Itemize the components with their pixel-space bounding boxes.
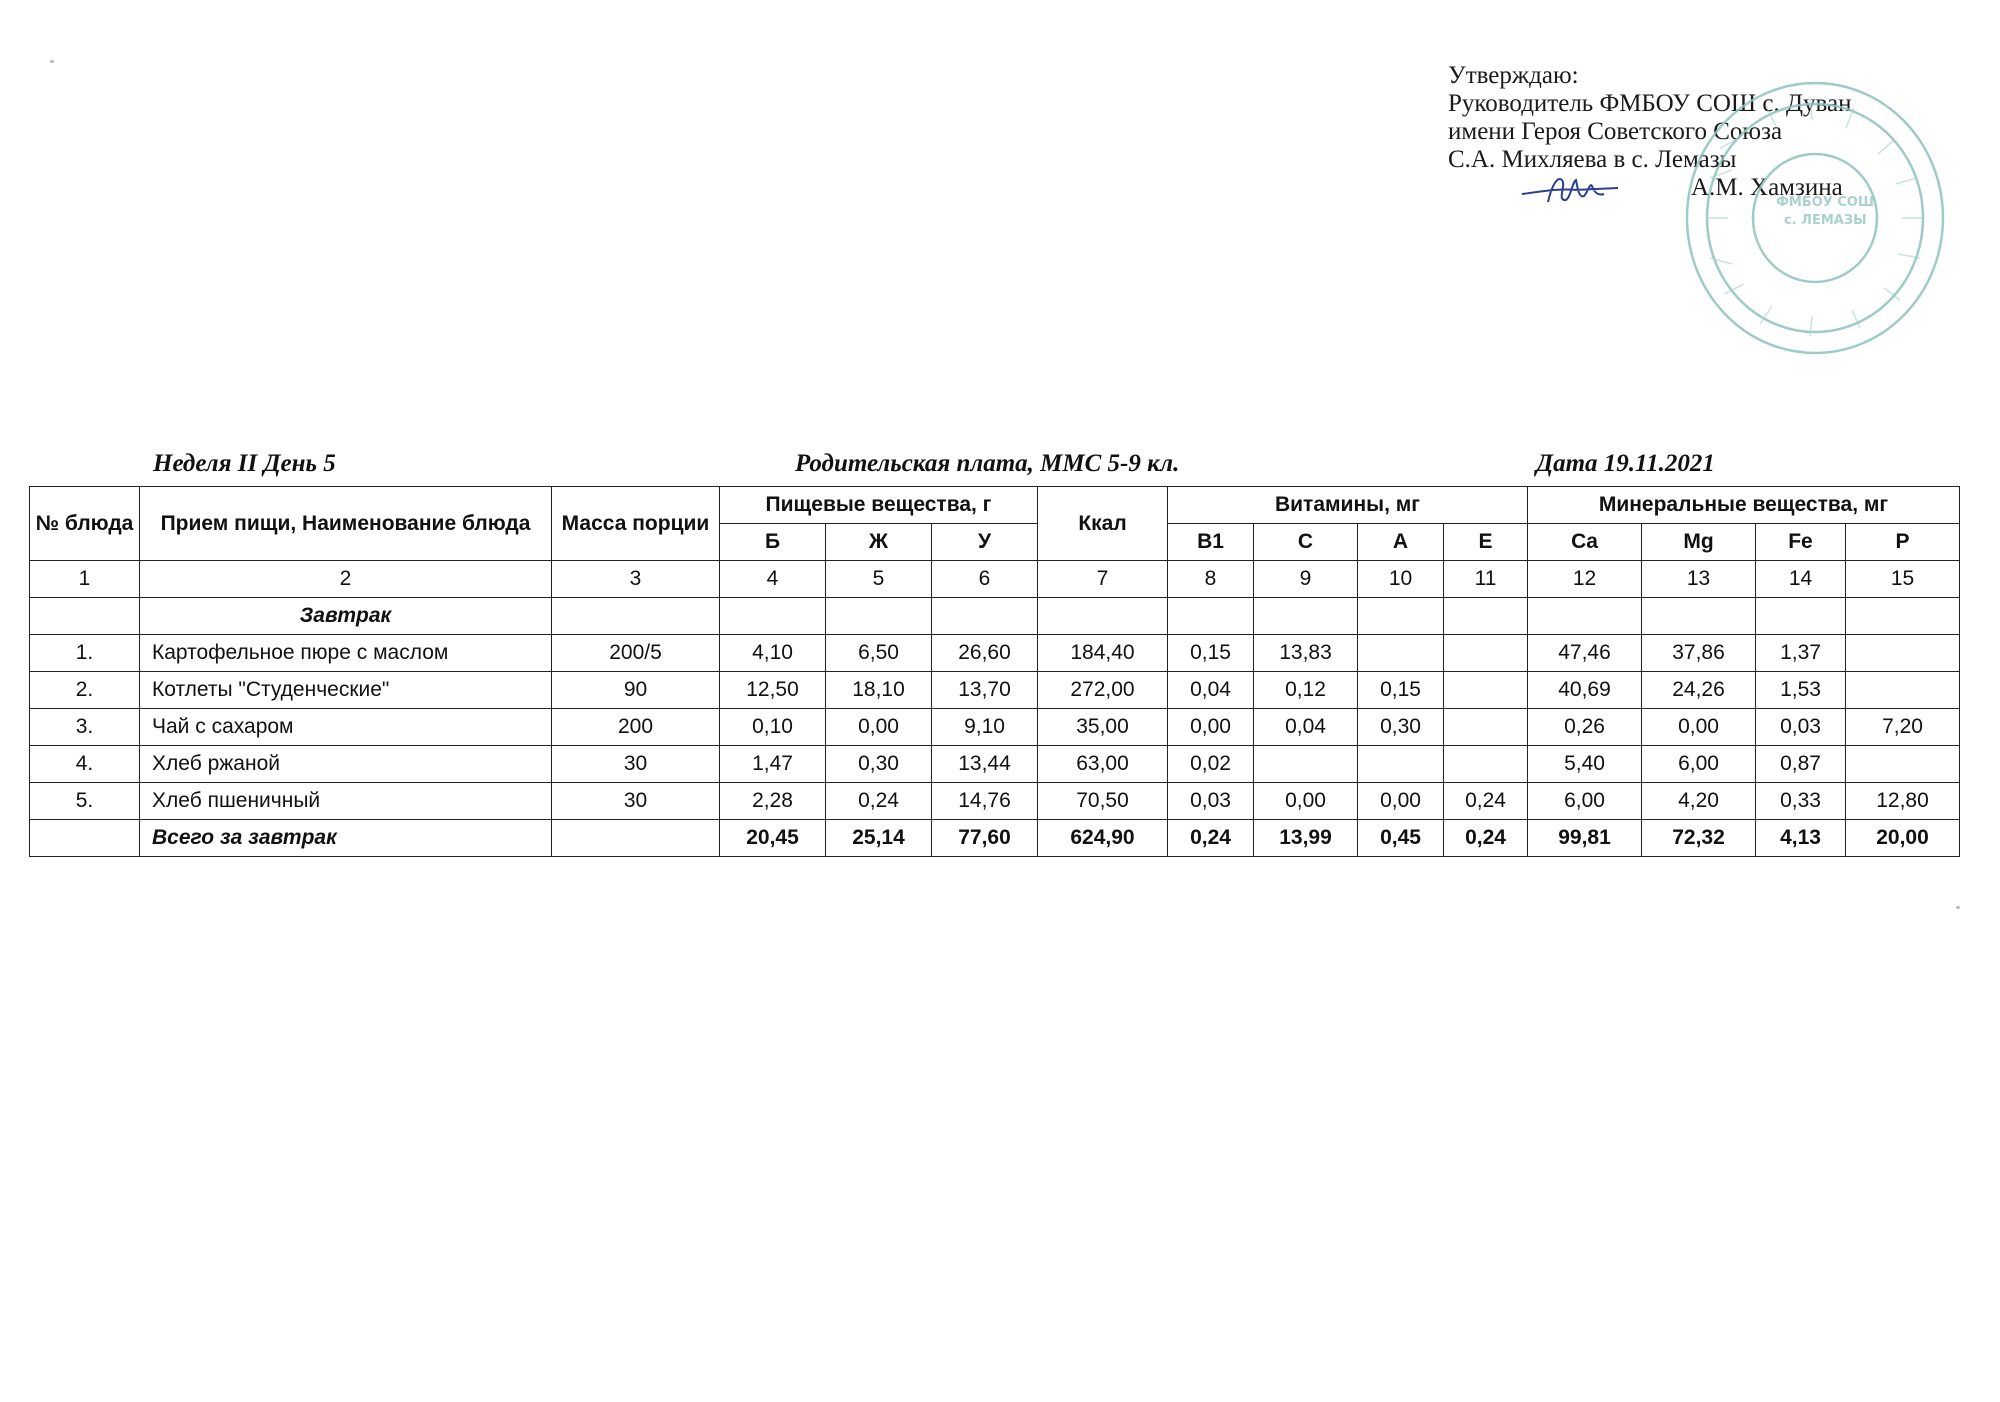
- dish-value: 0,00: [1358, 783, 1444, 820]
- col-header-sub: P: [1846, 524, 1960, 561]
- dish-value: 9,10: [932, 709, 1038, 746]
- dish-value: 0,33: [1756, 783, 1846, 820]
- dish-value: [1444, 672, 1528, 709]
- dish-mass: 90: [552, 672, 720, 709]
- scan-speck: [50, 60, 54, 63]
- dish-value: 0,00: [1642, 709, 1756, 746]
- total-value: 25,14: [826, 820, 932, 857]
- scan-speck: [1956, 906, 1960, 909]
- col-header-nutrients: Пищевые вещества, г: [720, 487, 1038, 524]
- table-row: [30, 709, 1960, 746]
- approval-line: имени Героя Советского Союза: [1448, 118, 1783, 145]
- total-value: 0,24: [1168, 820, 1254, 857]
- total-label: Всего за завтрак: [140, 820, 552, 857]
- approval-line: С.А. Михляева в с. Лемазы: [1448, 146, 1737, 173]
- column-number: 10: [1358, 561, 1444, 598]
- dish-value: 14,76: [932, 783, 1038, 820]
- dish-value: 40,69: [1528, 672, 1642, 709]
- dish-number: 5.: [30, 783, 140, 820]
- menu-table: [29, 486, 1960, 857]
- dish-value: 6,00: [1528, 783, 1642, 820]
- col-header-sub: Е: [1444, 524, 1528, 561]
- dish-value: 0,15: [1358, 672, 1444, 709]
- dish-value: 184,40: [1038, 635, 1168, 672]
- dish-name: Хлеб ржаной: [140, 746, 552, 783]
- total-value: 13,99: [1254, 820, 1358, 857]
- dish-value: 5,40: [1528, 746, 1642, 783]
- dish-value: 7,20: [1846, 709, 1960, 746]
- dish-value: 0,12: [1254, 672, 1358, 709]
- dish-value: 70,50: [1038, 783, 1168, 820]
- total-value: 0,24: [1444, 820, 1528, 857]
- dish-value: 0,04: [1254, 709, 1358, 746]
- dish-value: 0,26: [1528, 709, 1642, 746]
- signer-name: А.М. Хамзина: [1691, 174, 1843, 201]
- dish-rows: [30, 635, 1960, 820]
- dish-value: 35,00: [1038, 709, 1168, 746]
- dish-value: [1444, 746, 1528, 783]
- dish-value: 6,00: [1642, 746, 1756, 783]
- dish-value: 18,10: [826, 672, 932, 709]
- svg-text:ФМБОУ СОШ: ФМБОУ СОШ: [1776, 195, 1874, 210]
- table-row: [30, 672, 1960, 709]
- dish-value: 0,87: [1756, 746, 1846, 783]
- total-row: [30, 820, 1960, 857]
- col-header-sub: Fe: [1756, 524, 1846, 561]
- dish-number: 3.: [30, 709, 140, 746]
- dish-number: 2.: [30, 672, 140, 709]
- table-row: [30, 746, 1960, 783]
- col-header-vitamins: Витамины, мг: [1168, 487, 1528, 524]
- total-value: 77,60: [932, 820, 1038, 857]
- dish-value: 0,00: [1168, 709, 1254, 746]
- dish-value: 4,10: [720, 635, 826, 672]
- dish-value: [1358, 635, 1444, 672]
- column-number: 4: [720, 561, 826, 598]
- col-header-sub: Ж: [826, 524, 932, 561]
- col-header-sub: Mg: [1642, 524, 1756, 561]
- dish-value: 12,50: [720, 672, 826, 709]
- dish-value: 37,86: [1642, 635, 1756, 672]
- column-number: 9: [1254, 561, 1358, 598]
- week-day-label: Неделя II День 5: [153, 450, 336, 477]
- dish-value: 12,80: [1846, 783, 1960, 820]
- dish-name: Котлеты "Студенческие": [140, 672, 552, 709]
- total-value: 72,32: [1642, 820, 1756, 857]
- approval-line: Руководитель ФМБОУ СОШ с. Дуван: [1448, 90, 1852, 117]
- column-number: 8: [1168, 561, 1254, 598]
- column-number: 3: [552, 561, 720, 598]
- dish-value: 1,53: [1756, 672, 1846, 709]
- dish-number: 4.: [30, 746, 140, 783]
- total-value: 99,81: [1528, 820, 1642, 857]
- table-row: [30, 783, 1960, 820]
- table-row: [30, 635, 1960, 672]
- dish-value: 0,00: [1254, 783, 1358, 820]
- dish-value: 0,15: [1168, 635, 1254, 672]
- column-number: 6: [932, 561, 1038, 598]
- signature-icon: [1518, 172, 1638, 206]
- dish-value: 6,50: [826, 635, 932, 672]
- dish-mass: 200/5: [552, 635, 720, 672]
- column-number: 5: [826, 561, 932, 598]
- column-number: 1: [30, 561, 140, 598]
- dish-value: 13,83: [1254, 635, 1358, 672]
- total-value: 20,00: [1846, 820, 1960, 857]
- col-header-sub: С: [1254, 524, 1358, 561]
- dish-value: 47,46: [1528, 635, 1642, 672]
- col-header-mass: Масса порции: [552, 487, 720, 561]
- dish-name: Картофельное пюре с маслом: [140, 635, 552, 672]
- dish-value: [1444, 635, 1528, 672]
- dish-value: [1358, 746, 1444, 783]
- dish-value: 272,00: [1038, 672, 1168, 709]
- section-label: Завтрак: [140, 598, 552, 635]
- dish-value: 0,30: [826, 746, 932, 783]
- stamp-seal-icon: [1680, 78, 1950, 358]
- total-value: 4,13: [1756, 820, 1846, 857]
- column-number: 14: [1756, 561, 1846, 598]
- column-number-row: [30, 561, 1960, 598]
- total-value: 624,90: [1038, 820, 1168, 857]
- column-number: 13: [1642, 561, 1756, 598]
- column-number: 7: [1038, 561, 1168, 598]
- dish-value: 0,00: [826, 709, 932, 746]
- dish-value: 63,00: [1038, 746, 1168, 783]
- document-title: Родительская плата, ММС 5-9 кл.: [795, 450, 1180, 477]
- total-mass: [552, 820, 720, 857]
- dish-mass: 30: [552, 746, 720, 783]
- col-header-sub: Б: [720, 524, 826, 561]
- dish-value: 1,37: [1756, 635, 1846, 672]
- dish-value: [1846, 746, 1960, 783]
- dish-value: 0,24: [1444, 783, 1528, 820]
- dish-value: 26,60: [932, 635, 1038, 672]
- dish-value: 4,20: [1642, 783, 1756, 820]
- col-header-sub: Ca: [1528, 524, 1642, 561]
- dish-value: [1444, 709, 1528, 746]
- dish-name: Чай с сахаром: [140, 709, 552, 746]
- dish-value: 24,26: [1642, 672, 1756, 709]
- dish-value: 0,30: [1358, 709, 1444, 746]
- dish-value: 0,04: [1168, 672, 1254, 709]
- column-number: 11: [1444, 561, 1528, 598]
- col-header-sub: У: [932, 524, 1038, 561]
- dish-value: [1846, 672, 1960, 709]
- col-header-kcal: Ккал: [1038, 487, 1168, 561]
- col-header-name: Прием пищи, Наименование блюда: [140, 487, 552, 561]
- dish-mass: 200: [552, 709, 720, 746]
- column-number: 15: [1846, 561, 1960, 598]
- header-row: [30, 487, 1960, 524]
- svg-text:с. ЛЕМАЗЫ: с. ЛЕМАЗЫ: [1784, 213, 1867, 228]
- dish-value: 0,24: [826, 783, 932, 820]
- dish-value: 1,47: [720, 746, 826, 783]
- col-header-sub: В1: [1168, 524, 1254, 561]
- col-header-sub: А: [1358, 524, 1444, 561]
- dish-value: 0,02: [1168, 746, 1254, 783]
- document-date: Дата 19.11.2021: [1536, 450, 1715, 477]
- dish-value: 13,44: [932, 746, 1038, 783]
- dish-value: 2,28: [720, 783, 826, 820]
- dish-value: 0,03: [1756, 709, 1846, 746]
- approval-line: Утверждаю:: [1448, 62, 1579, 89]
- dish-value: 13,70: [932, 672, 1038, 709]
- dish-value: 0,03: [1168, 783, 1254, 820]
- col-header-minerals: Минеральные вещества, мг: [1528, 487, 1960, 524]
- dish-number: 1.: [30, 635, 140, 672]
- section-row: [30, 598, 1960, 635]
- dish-value: [1846, 635, 1960, 672]
- total-blank: [30, 820, 140, 857]
- dish-mass: 30: [552, 783, 720, 820]
- dish-value: 0,10: [720, 709, 826, 746]
- col-header-num: № блюда: [30, 487, 140, 561]
- total-value: 20,45: [720, 820, 826, 857]
- total-value: 0,45: [1358, 820, 1444, 857]
- column-number: 2: [140, 561, 552, 598]
- dish-name: Хлеб пшеничный: [140, 783, 552, 820]
- dish-value: [1254, 746, 1358, 783]
- column-number: 12: [1528, 561, 1642, 598]
